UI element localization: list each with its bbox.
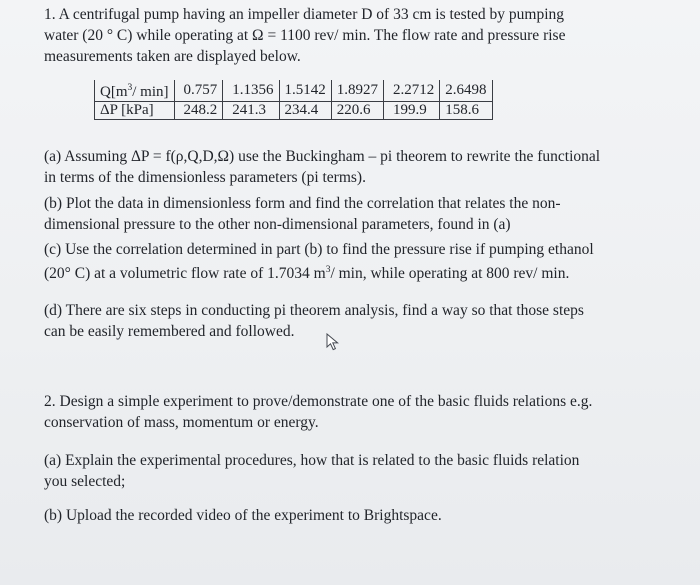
flow-rate-header: $Q[m^3/$ min]	[95, 80, 175, 102]
part-a-line-1: (a) Assuming ΔP = f(ρ,Q,D,Ω) use the Buckingham – pi theorem to rewrite the functional	[44, 148, 601, 165]
part-d-line-2: can be easily remembered and followed.	[44, 323, 295, 340]
part-d-line-1: (d) There are six steps in conducting pi theorem analysis, find a way so that those steps	[44, 302, 584, 319]
part-b-text	[44, 193, 664, 235]
mouse-cursor-icon	[326, 333, 340, 351]
part-a-line-2: in terms of the dimensionless parameters (pi terms).	[44, 169, 366, 186]
part-d-text	[44, 300, 664, 342]
pressure-row	[95, 102, 493, 120]
part-b-line-1: (b) Plot the data in dimensionless form and find the correlation that relates the non-	[44, 195, 561, 212]
question-2-part-a-line-2: you selected;	[44, 473, 126, 490]
pressure-cell: 248.2	[179, 102, 223, 120]
pressure-cell: 158.6	[440, 102, 492, 120]
pressure-cell: 199.9	[388, 102, 440, 120]
question-2-text	[44, 391, 664, 433]
pressure-cell: 220.6	[331, 102, 383, 120]
part-a-text	[44, 146, 664, 188]
flow-rate-cell: 0.757	[179, 80, 223, 102]
question-2-line-1: 2. Design a simple experiment to prove/demonstrate one of the basic fluids relations e.g.	[44, 393, 593, 410]
flow-rate-cell: 1.8927	[331, 80, 383, 102]
question-2-part-b-line-1: (b) Upload the recorded video of the experiment to Brightspace.	[44, 507, 442, 524]
question-1-line-1: 1. A centrifugal pump having an impeller diameter D of 33 cm is tested by pumping	[44, 6, 564, 23]
flow-rate-cell: 2.2712	[388, 80, 440, 102]
part-b-line-2: dimensional pressure to the other non-dimensional parameters, found in (a)	[44, 216, 511, 233]
part-c-text	[44, 239, 664, 284]
flow-rate-row	[95, 80, 493, 102]
question-1-text	[44, 4, 674, 67]
question-2-line-2: conservation of mass, momentum or energy.	[44, 414, 319, 431]
pressure-cell: 241.3	[227, 102, 279, 120]
flow-rate-cell: 1.1356	[227, 80, 279, 102]
measurement-table	[94, 80, 493, 120]
pressure-cell: 234.4	[279, 102, 331, 120]
question-2-part-a-text	[44, 450, 664, 492]
part-c-line-1: (c) Use the correlation determined in part (b) to find the pressure rise if pumping ethanol	[44, 241, 594, 258]
flow-rate-cell: 1.5142	[279, 80, 331, 102]
question-1-line-3: measurements taken are displayed below.	[44, 48, 301, 65]
pressure-header: ΔP [kPa]	[95, 102, 175, 120]
question-2-part-a-line-1: (a) Explain the experimental procedures, how that is related to the basic fluids relation	[44, 452, 580, 469]
question-2-part-b-text	[44, 505, 664, 526]
part-c-line-2: (20° C) at a volumetric flow rate of 1.7034 $m^3/$ min, while operating at 800 rev/ min.	[44, 265, 570, 282]
question-1-line-2: water (20 ° C) while operating at Ω = 1100 rev/ min. The flow rate and pressure rise	[44, 27, 566, 44]
flow-rate-cell: 2.6498	[440, 80, 492, 102]
